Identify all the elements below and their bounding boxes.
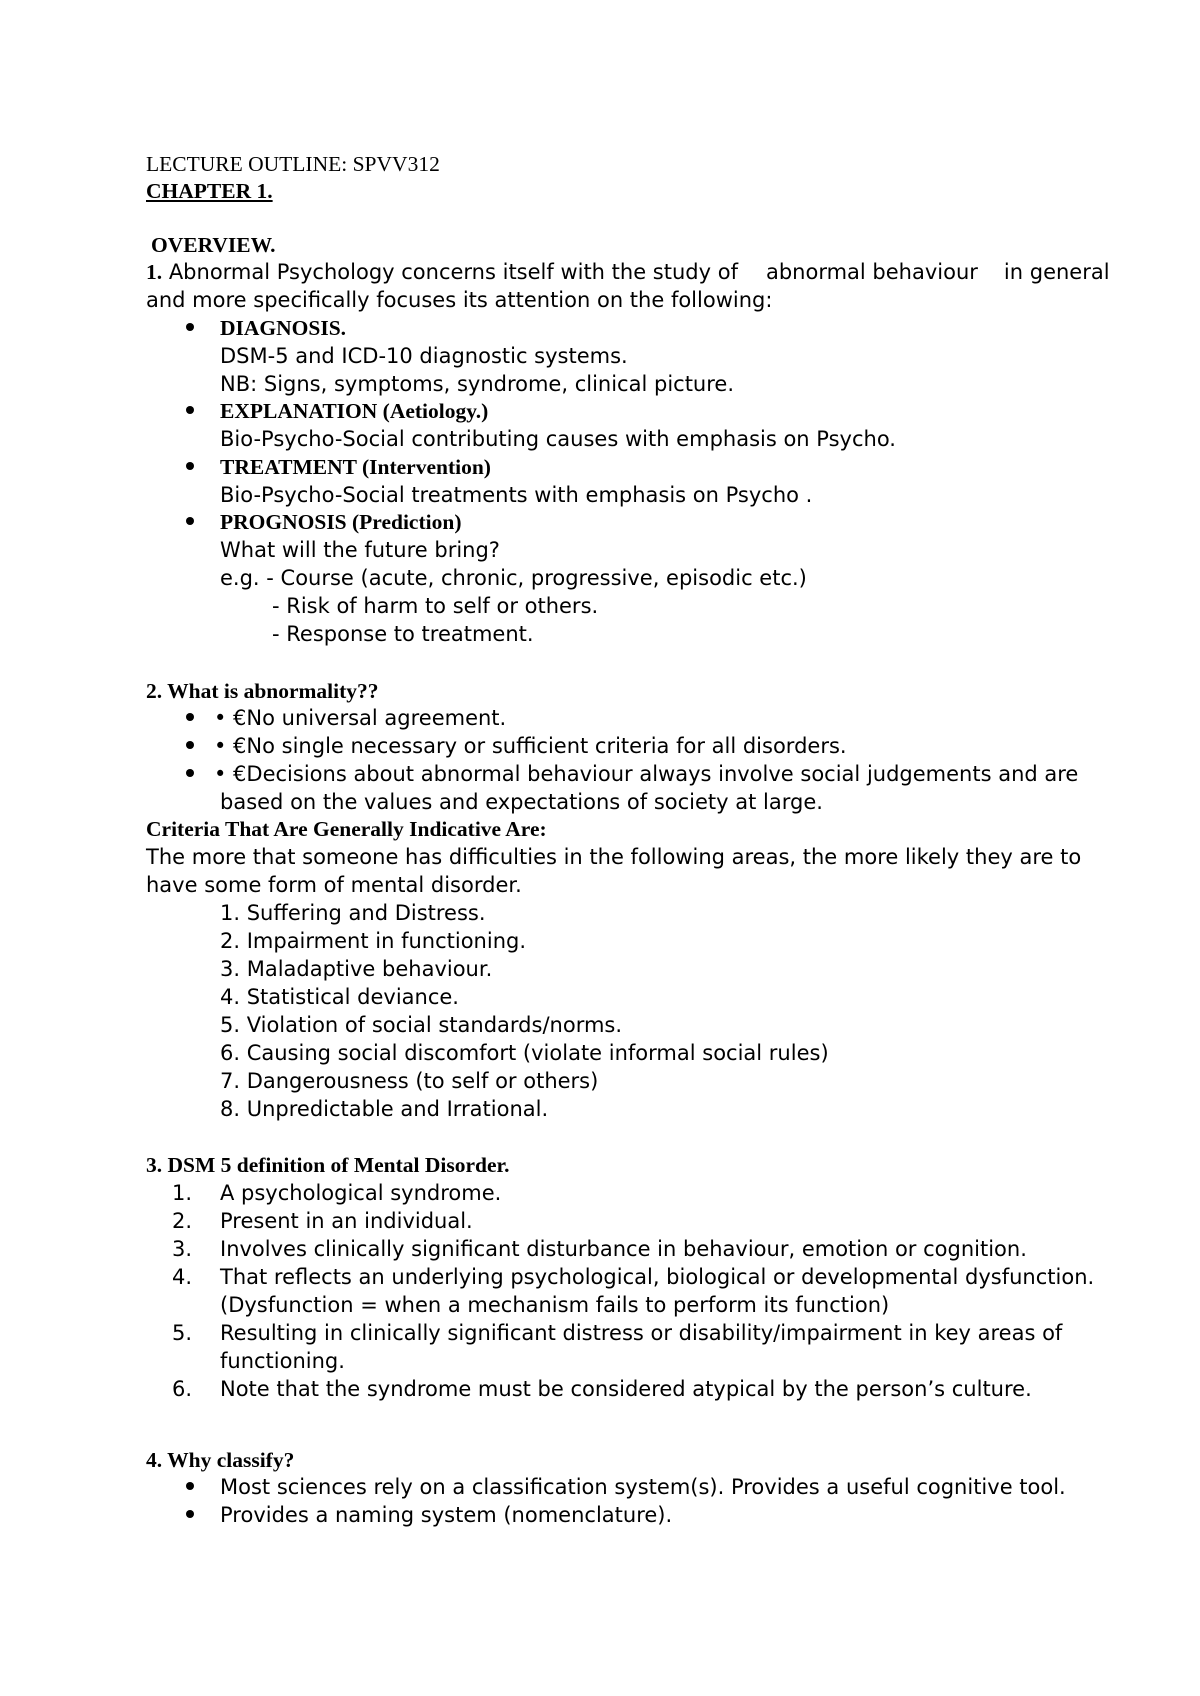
intro-text-b: abnormal behaviour <box>765 260 978 284</box>
criteria-item: 6. Causing social discomfort (violate informal social rules) <box>220 1041 829 1065</box>
bullet-icon <box>186 517 194 525</box>
bullet-icon <box>186 1510 194 1518</box>
intro-text-a: Abnormal Psychology concerns itself with the study of <box>168 260 738 284</box>
dsm-item-text: functioning. <box>220 1349 345 1373</box>
abnormality-bullet-continuation: based on the values and expectations of society at large. <box>220 790 823 814</box>
diagnosis-heading: DIAGNOSIS. <box>220 316 347 340</box>
prognosis-line: What will the future bring? <box>220 538 500 562</box>
prognosis-heading: PROGNOSIS (Prediction) <box>220 510 462 534</box>
criteria-item: 5. Violation of social standards/norms. <box>220 1013 623 1037</box>
criteria-item: 8. Unpredictable and Irrational. <box>220 1097 549 1121</box>
bullet-icon <box>186 406 194 414</box>
dsm-item-text: Resulting in clinically significant distress or disability/impairment in key areas of <box>220 1321 1063 1345</box>
dsm-item-text: Present in an individual. <box>220 1209 473 1233</box>
overview-intro-line1 <box>146 258 1110 286</box>
bullet-icon <box>186 741 194 749</box>
treatment-heading: TREATMENT (Intervention) <box>220 455 491 479</box>
treatment-line: Bio-Psycho-Social treatments with emphasis on Psycho . <box>220 483 813 507</box>
dsm-item-number: 6. <box>172 1377 193 1401</box>
abnormality-bullet: • €Decisions about abnormal behaviour always involve social judgements and are <box>214 762 1079 786</box>
classify-bullet: Provides a naming system (nomenclature). <box>220 1503 673 1527</box>
criteria-heading: Criteria That Are Generally Indicative Are: <box>146 817 547 841</box>
dsm-item-text: That reflects an underlying psychological, biological or developmental dysfunction. <box>220 1265 1095 1289</box>
abnormality-bullet: • €No single necessary or sufficient criteria for all disorders. <box>214 734 847 758</box>
criteria-intro: have some form of mental disorder. <box>146 873 522 897</box>
section3-heading: 3. DSM 5 definition of Mental Disorder. <box>146 1153 510 1177</box>
dsm-item-text: Note that the syndrome must be considered atypical by the person’s culture. <box>220 1377 1032 1401</box>
overview-heading: OVERVIEW. <box>151 233 276 257</box>
criteria-item: 4. Statistical deviance. <box>220 985 459 1009</box>
bullet-icon <box>186 1482 194 1490</box>
dsm-item-number: 4. <box>172 1265 193 1289</box>
explanation-heading: EXPLANATION (Aetiology.) <box>220 399 489 423</box>
intro-number: 1. <box>146 260 163 284</box>
criteria-item: 7. Dangerousness (to self or others) <box>220 1069 599 1093</box>
diagnosis-line: NB: Signs, symptoms, syndrome, clinical picture. <box>220 372 735 396</box>
overview-intro-line2: and more specifically focuses its attention on the following: <box>146 288 773 312</box>
criteria-item: 1. Suffering and Distress. <box>220 901 486 925</box>
dsm-item-number: 3. <box>172 1237 193 1261</box>
chapter-heading: CHAPTER 1. <box>146 179 273 203</box>
dsm-item-text: (Dysfunction = when a mechanism fails to perform its function) <box>220 1293 890 1317</box>
section2-heading: 2. What is abnormality?? <box>146 679 379 703</box>
diagnosis-line: DSM-5 and ICD-10 diagnostic systems. <box>220 344 628 368</box>
dsm-item-number: 5. <box>172 1321 193 1345</box>
intro-text-c: in general <box>1003 260 1110 284</box>
abnormality-bullet: • €No universal agreement. <box>214 706 507 730</box>
document-title: LECTURE OUTLINE: SPVV312 <box>146 152 440 176</box>
prognosis-line: - Response to treatment. <box>272 622 534 646</box>
prognosis-line: e.g. - Course (acute, chronic, progressive, episodic etc.) <box>220 566 807 590</box>
classify-bullet: Most sciences rely on a classification system(s). Provides a useful cognitive tool. <box>220 1475 1066 1499</box>
dsm-item-text: A psychological syndrome. <box>220 1181 502 1205</box>
section4-heading: 4. Why classify? <box>146 1448 295 1472</box>
bullet-icon <box>186 462 194 470</box>
criteria-item: 2. Impairment in functioning. <box>220 929 527 953</box>
dsm-item-text: Involves clinically significant disturbance in behaviour, emotion or cognition. <box>220 1237 1027 1261</box>
prognosis-line: - Risk of harm to self or others. <box>272 594 599 618</box>
bullet-icon <box>186 769 194 777</box>
criteria-item: 3. Maladaptive behaviour. <box>220 957 493 981</box>
dsm-item-number: 1. <box>172 1181 193 1205</box>
bullet-icon <box>186 713 194 721</box>
dsm-item-number: 2. <box>172 1209 193 1233</box>
bullet-icon <box>186 323 194 331</box>
criteria-intro: The more that someone has difficulties in the following areas, the more likely they are to <box>146 845 1082 869</box>
explanation-line: Bio-Psycho-Social contributing causes with emphasis on Psycho. <box>220 427 896 451</box>
